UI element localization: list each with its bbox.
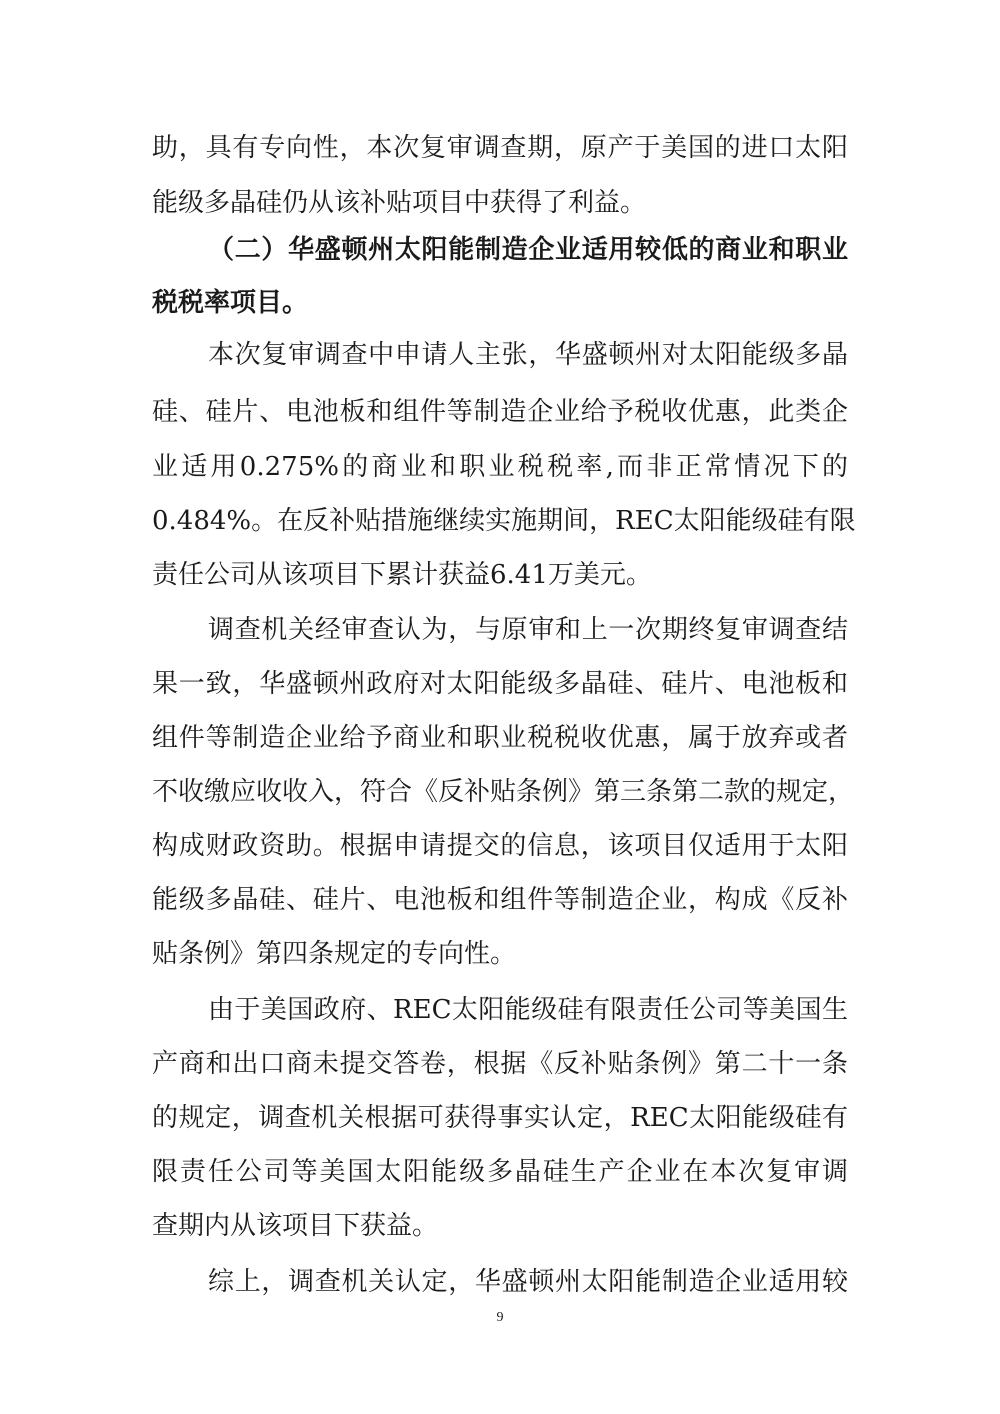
body-line: 的规定，调查机关根据可获得事实认定，REC太阳能级硅有 <box>152 1103 848 1133</box>
body-line: 由于美国政府、REC太阳能级硅有限责任公司等美国生 <box>208 995 848 1025</box>
body-line: 能级多晶硅、硅片、电池板和组件等制造企业，构成《反补 <box>152 885 848 915</box>
section-heading: （二）华盛顿州太阳能制造企业适用较低的商业和职业 <box>208 235 848 265</box>
body-line: 构成财政资助。根据申请提交的信息，该项目仅适用于太阳 <box>152 831 848 861</box>
body-line: 贴条例》第四条规定的专向性。 <box>152 939 517 969</box>
body-line: 责任公司从该项目下累计获益6.41万美元。 <box>152 560 652 590</box>
body-line: 调查机关经审查认为，与原审和上一次期终复审调查结 <box>208 615 848 645</box>
body-line: 硅、硅片、电池板和组件等制造企业给予税收优惠，此类企 <box>152 397 848 427</box>
body-line: 能级多晶硅仍从该补贴项目中获得了利益。 <box>152 188 647 218</box>
body-line: 查期内从该项目下获益。 <box>152 1211 439 1241</box>
section-heading: 税税率项目。 <box>152 288 309 318</box>
body-line: 综上，调查机关认定，华盛顿州太阳能制造企业适用较 <box>208 1267 848 1297</box>
body-line: 业适用0.275%的商业和职业税税率,而非正常情况下的 <box>152 452 848 482</box>
body-line: 本次复审调查中申请人主张，华盛顿州对太阳能级多晶 <box>208 340 848 370</box>
body-line: 组件等制造企业给予商业和职业税税收优惠，属于放弃或者 <box>152 723 848 753</box>
body-line: 不收缴应收收入，符合《反补贴条例》第三条第二款的规定， <box>152 777 855 807</box>
page-number: 9 <box>496 1310 504 1325</box>
body-line: 助，具有专向性，本次复审调查期，原产于美国的进口太阳 <box>152 133 848 163</box>
body-line: 0.484%。在反补贴措施继续实施期间，REC太阳能级硅有限 <box>152 506 856 536</box>
body-line: 产商和出口商未提交答卷，根据《反补贴条例》第二十一条 <box>152 1049 848 1079</box>
body-line: 果一致，华盛顿州政府对太阳能级多晶硅、硅片、电池板和 <box>152 669 848 699</box>
body-line: 限责任公司等美国太阳能级多晶硅生产企业在本次复审调 <box>152 1157 848 1187</box>
